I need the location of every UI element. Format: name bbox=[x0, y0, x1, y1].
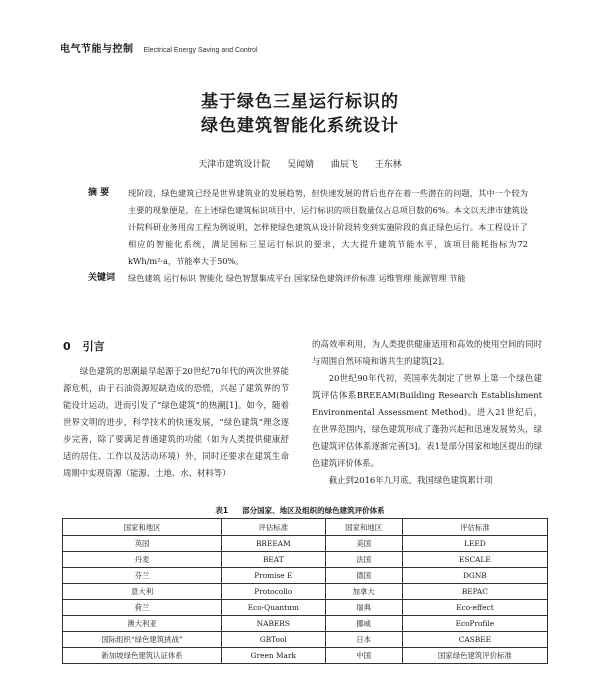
keywords-row bbox=[88, 270, 528, 287]
table-cell: LEED bbox=[402, 536, 547, 552]
table-cell: Eco-effect bbox=[402, 600, 547, 616]
standards-table bbox=[62, 518, 548, 664]
abstract-label: 摘 要 bbox=[88, 188, 110, 198]
abstract-block bbox=[88, 185, 528, 287]
title-line-2: 绿色建筑智能化系统设计 bbox=[201, 116, 399, 136]
table-cell: 中国 bbox=[325, 648, 402, 664]
table-cell: 英国 bbox=[63, 536, 222, 552]
table-header-row bbox=[63, 519, 548, 536]
abstract-row bbox=[88, 185, 528, 270]
table-row bbox=[63, 632, 548, 648]
right-column bbox=[312, 336, 542, 489]
table-cell: 日本 bbox=[325, 632, 402, 648]
body-paragraph: 绿色建筑的思潮最早起源于20世纪70年代的两次世界能源危机，由于石油资源短缺造成的恐慌，兴起了建筑界的节能设计运动，进而引发了“绿色建筑”的热潮[1]。如今，随着世界文明的进步，科学技术的快速发展，“绿色建筑”理念逐步完善，除了要满足普通建筑的功能（如为人类提供健康舒适的居住、工作以及活动环境）外，同时还要求在建筑生命周期中实现资源（能源、土地、水、材料等） bbox=[63, 366, 289, 478]
table-cell: Promise E bbox=[222, 568, 325, 584]
table-cell: 意大利 bbox=[63, 584, 222, 600]
table-cell: Green Mark bbox=[222, 648, 325, 664]
keywords-text: 绿色建筑 运行标识 智能化 绿色智慧集成平台 国家绿色建筑评价标准 运维管理 能源管理 节能 bbox=[128, 273, 466, 283]
table-row bbox=[63, 552, 548, 568]
table-cell: 新加坡绿色建筑认证体系 bbox=[63, 648, 222, 664]
table-caption bbox=[0, 505, 600, 516]
table-cell: 澳大利亚 bbox=[63, 616, 222, 632]
table-cell: DGNB bbox=[402, 568, 547, 584]
section-heading bbox=[63, 338, 289, 355]
table-cell: ESCALE bbox=[402, 552, 547, 568]
table-cell: 加拿大 bbox=[325, 584, 402, 600]
table-cell: BREEAM bbox=[222, 536, 325, 552]
title-line-1: 基于绿色三星运行标识的 bbox=[201, 92, 399, 112]
body-paragraph: 截止到2016年九月底，我国绿色建筑累计项 bbox=[328, 475, 493, 485]
keywords-label: 关键词 bbox=[88, 273, 116, 283]
table-row bbox=[63, 616, 548, 632]
table-header-cell: 国家和地区 bbox=[63, 519, 222, 536]
table-row bbox=[63, 584, 548, 600]
table-row bbox=[63, 568, 548, 584]
table-cell: NABERS bbox=[222, 616, 325, 632]
section-number: 0 bbox=[63, 340, 71, 353]
table-cell: 瑞典 bbox=[325, 600, 402, 616]
body-paragraph: 20世纪90年代初，英国率先制定了世界上第一个绿色建筑评估体系BREEAM(Building Research Establishment Environmental Assessment Method)。进入21世纪后，在世界范围内，绿色建筑形成了蓬勃兴起和迅速发展势头，绿色建筑评估体系逐渐完善[3]。表1是部分国家和地区提出的绿色建筑评价体系。 bbox=[312, 373, 542, 468]
table-number: 表1 bbox=[215, 506, 229, 515]
table-cell: 美国 bbox=[325, 536, 402, 552]
table-cell: 丹麦 bbox=[63, 552, 222, 568]
section-title: 引言 bbox=[82, 340, 105, 353]
table-cell: BEAT bbox=[222, 552, 325, 568]
table-row bbox=[63, 536, 548, 552]
table-cell: 国际组织“绿色建筑挑战” bbox=[63, 632, 222, 648]
table-cell: 法国 bbox=[325, 552, 402, 568]
table-cell: EcoProfile bbox=[402, 616, 547, 632]
table-cell: GBTool bbox=[222, 632, 325, 648]
author-line: 天津市建筑设计院 吴闻婧 曲辰飞 王东林 bbox=[198, 160, 402, 170]
table-header-cell: 评估标准 bbox=[222, 519, 325, 536]
table-cell: 国家绿色建筑评价标准 bbox=[402, 648, 547, 664]
left-column bbox=[63, 338, 289, 482]
table-header-cell: 评估标准 bbox=[402, 519, 547, 536]
table-row bbox=[63, 600, 548, 616]
table-header-cell: 国家和地区 bbox=[325, 519, 402, 536]
abstract-text: 现阶段，绿色建筑已经是世界建筑业的发展趋势，但快速发展的背后也存在着一些潜在的问题，其中一个较为主要的现象便是，在上述绿色建筑标识项目中，运行标识的项目数量仅占总项目数的6%。本文以天津市建筑设计院科研业务用房工程为例说明，怎样使绿色建筑从设计阶段转变到实施阶段的真正绿色运行。本工程设计了相应的智能化系统，满足国标三星运行标识的要求，大大提升建筑节能水平，该项目能耗指标为72 kWh/m²·a，节能率大于50%。 bbox=[128, 188, 528, 266]
table-row bbox=[63, 648, 548, 664]
table-cell: 挪威 bbox=[325, 616, 402, 632]
table-cell: 荷兰 bbox=[63, 600, 222, 616]
paper-title bbox=[0, 90, 600, 138]
table-cell: 德国 bbox=[325, 568, 402, 584]
journal-name-en: Electrical Energy Saving and Control bbox=[143, 47, 258, 54]
table-cell: BEPAC bbox=[402, 584, 547, 600]
table-cell: CASBEE bbox=[402, 632, 547, 648]
journal-name-cn: 电气节能与控制 bbox=[60, 44, 134, 55]
running-header bbox=[60, 40, 258, 55]
body-paragraph: 的高效率利用，为人类提供健康适用和高效的使用空间的同时与周围自然环境和谐共生的建筑[2]。 bbox=[312, 339, 542, 366]
table-caption-text: 部分国家、地区及组织的绿色建筑评价体系 bbox=[242, 506, 385, 515]
table-cell: Eco-Quantum bbox=[222, 600, 325, 616]
table-cell: 芬兰 bbox=[63, 568, 222, 584]
table-cell: Protocollo bbox=[222, 584, 325, 600]
